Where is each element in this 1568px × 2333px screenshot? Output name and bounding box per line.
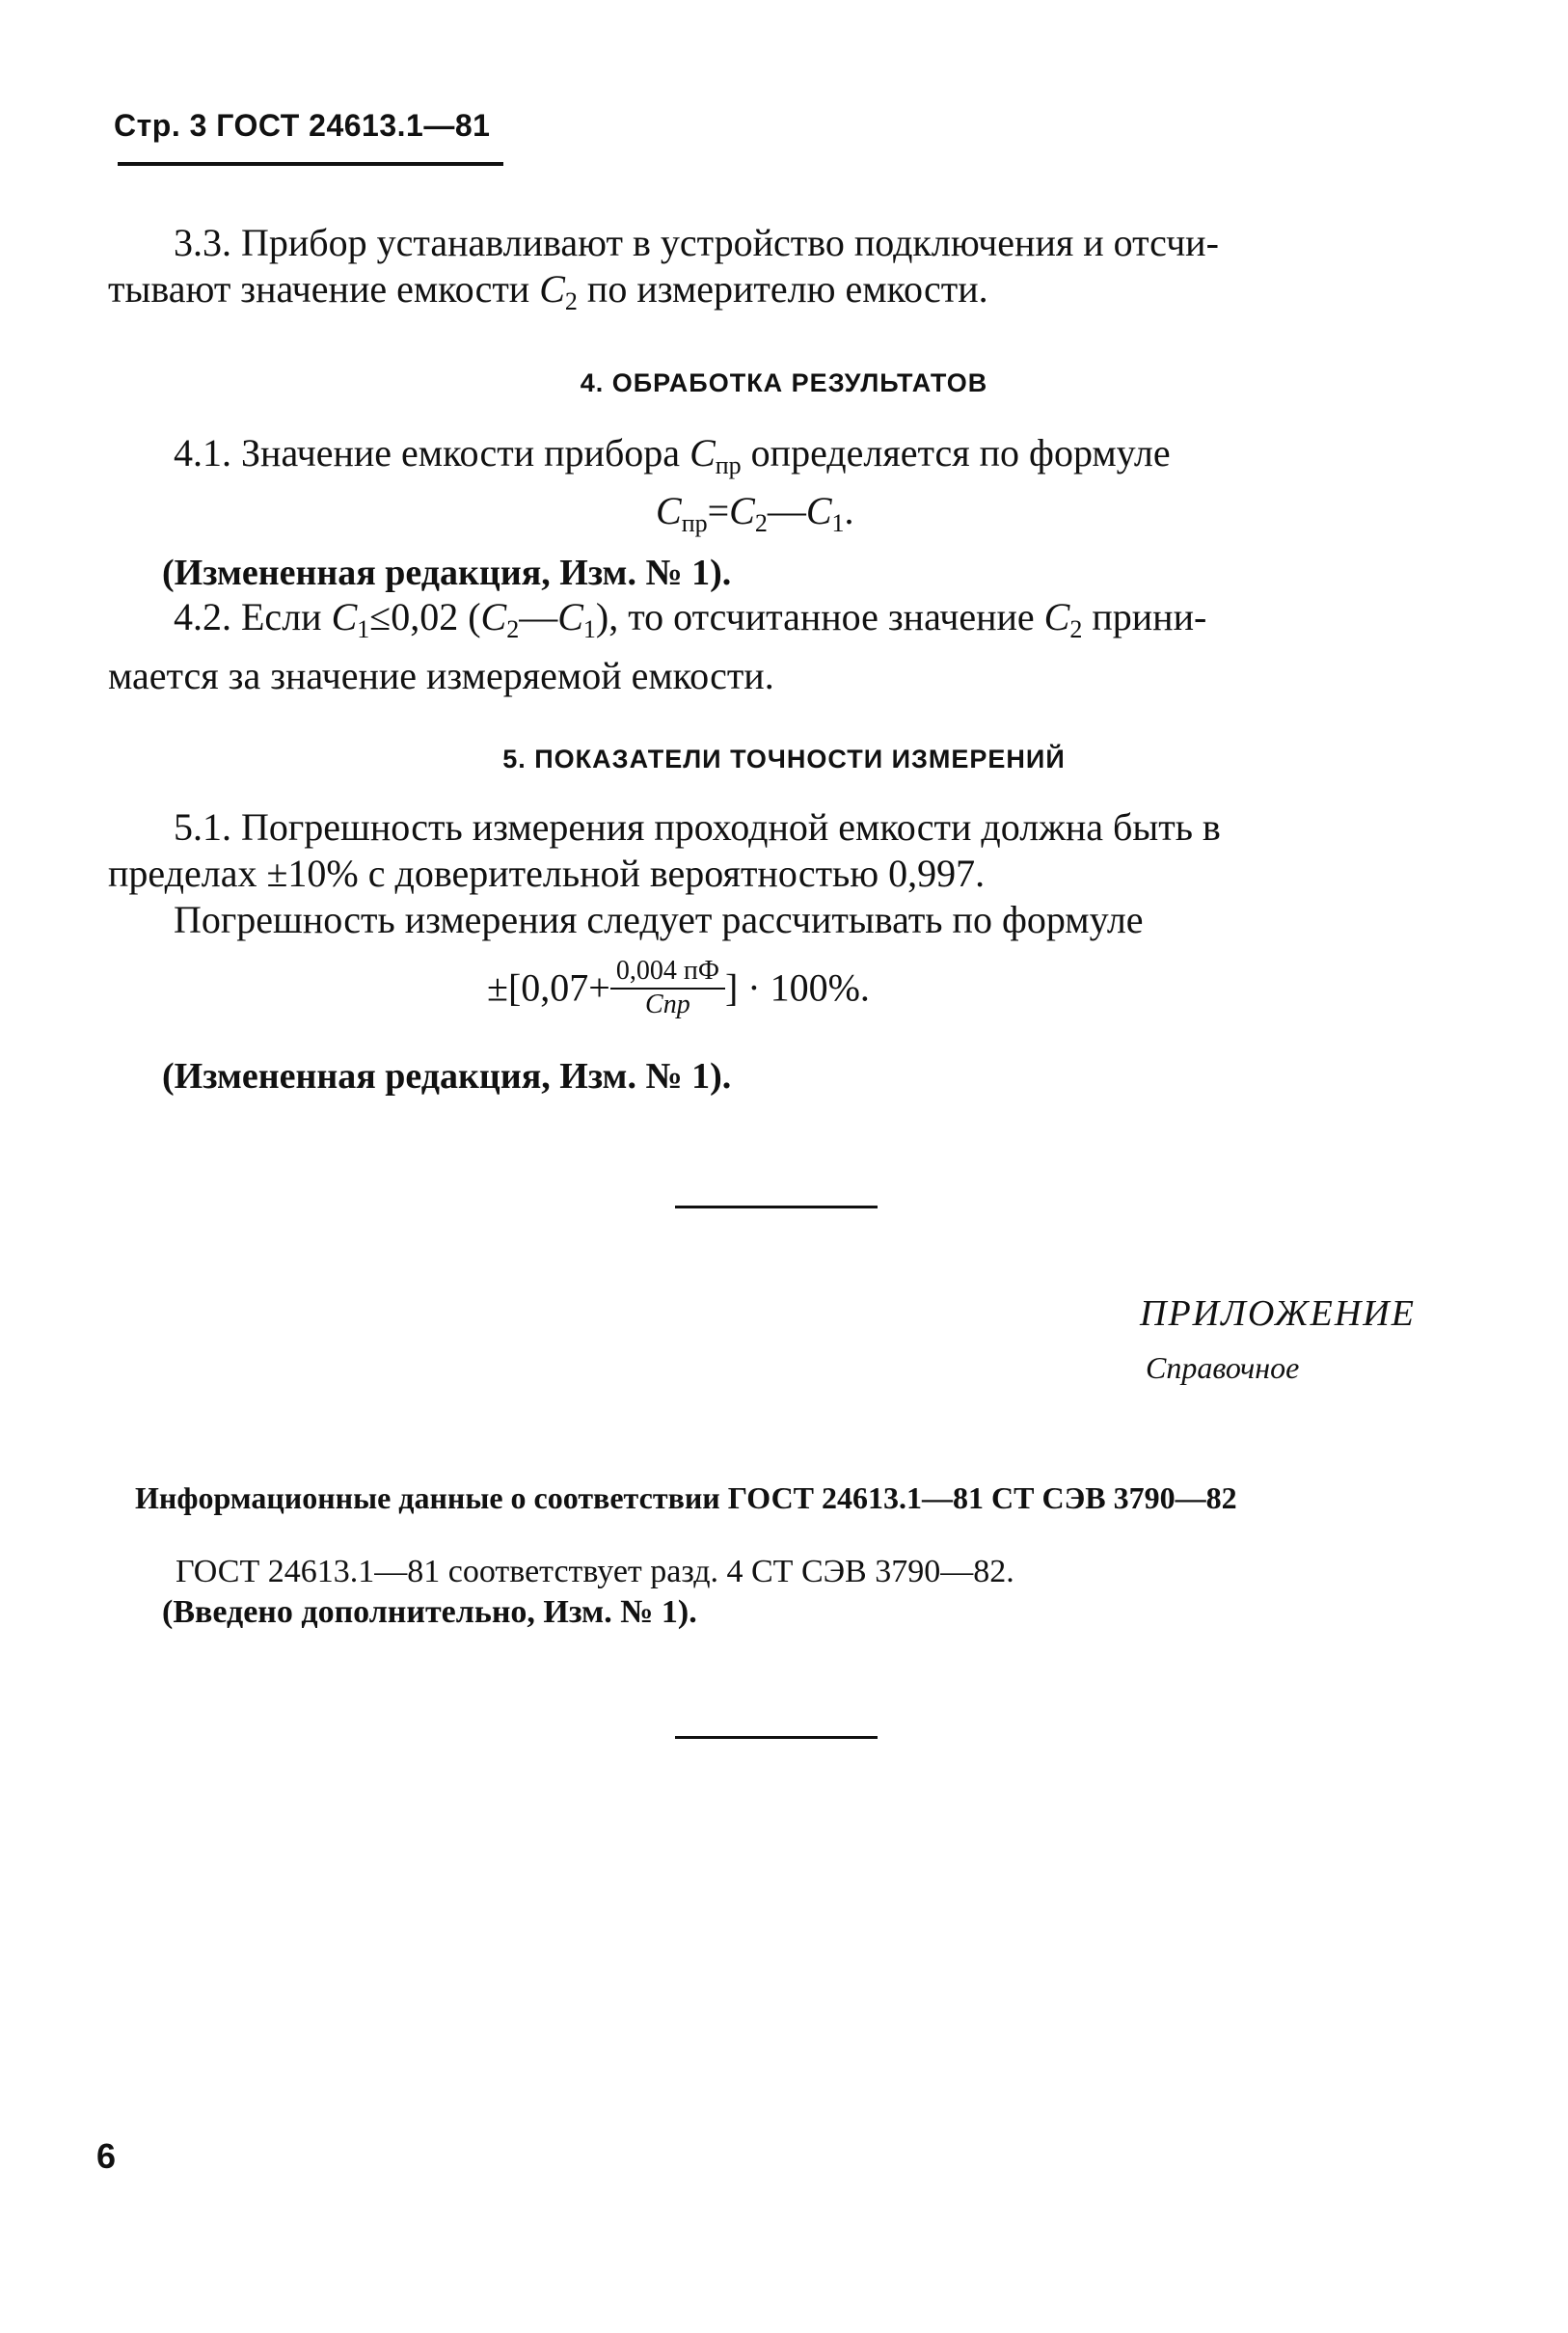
fraction-denominator: Cпр <box>645 990 690 1019</box>
formula-prefix: ±[0,07+ <box>487 965 610 1010</box>
subscript: 2 <box>506 615 520 643</box>
fraction <box>610 955 725 1020</box>
subscript: 1 <box>831 509 845 537</box>
paragraph-3-3 <box>108 220 1458 325</box>
paragraph-3-3-line2 <box>108 266 1458 325</box>
appendix-title: ПРИЛОЖЕНИЕ <box>1140 1293 1416 1334</box>
subscript: 1 <box>582 615 596 643</box>
text-span: 4.1. Значение емкости прибора <box>174 431 690 475</box>
text-span: прини- <box>1082 595 1207 638</box>
paragraph-4-1 <box>108 430 1458 489</box>
var-c: C <box>805 489 832 532</box>
info-line-2: (Введено дополнительно, Изм. № 1). <box>162 1594 697 1630</box>
fraction-numerator: 0,004 пФ <box>610 955 725 990</box>
subscript: 1 <box>357 615 370 643</box>
var-c: C <box>557 595 583 638</box>
section-5-title: 5. ПОКАЗАТЕЛИ ТОЧНОСТИ ИЗМЕРЕНИЙ <box>502 745 1066 773</box>
info-line-1: ГОСТ 24613.1—81 соответствует разд. 4 СТ СЭВ 3790—82. <box>176 1554 1014 1589</box>
paragraph-5-1-line1: 5.1. Погрешность измерения проходной емкости должна быть в <box>174 805 1221 849</box>
formula-suffix: ] · 100%. <box>724 965 870 1010</box>
paragraph-5-1-line2: пределах ±10% с доверительной вероятностью 0,997. <box>108 852 986 895</box>
var-c: C <box>729 489 755 532</box>
var-c: C <box>331 595 358 638</box>
amendment-note-2: (Измененная редакция, Изм. № 1). <box>162 1056 732 1097</box>
period: . <box>844 489 854 532</box>
paragraph-5-1 <box>108 804 1466 943</box>
paragraph-5-1-line3: Погрешность измерения следует рассчитывать по формуле <box>174 898 1144 941</box>
page-number: 6 <box>96 2136 117 2176</box>
text-span: определяется по формуле <box>741 431 1171 475</box>
text-span: — <box>519 595 558 638</box>
text-span: тывают значение емкости <box>108 267 540 311</box>
subscript: 2 <box>564 287 578 315</box>
amendment-note-1: (Измененная редакция, Изм. № 1). <box>162 553 732 593</box>
paragraph-4-2-line2: мается за значение измеряемой емкости. <box>108 654 774 697</box>
formula-error <box>487 955 870 1020</box>
subscript: 2 <box>1069 615 1083 643</box>
paragraph-4-2 <box>108 594 1456 699</box>
subscript: 2 <box>754 509 768 537</box>
divider-2 <box>675 1736 878 1739</box>
var-c: C <box>656 489 682 532</box>
var-c: C <box>1043 595 1070 638</box>
var-c: C <box>689 431 716 475</box>
formula-capacitance <box>656 488 854 538</box>
section-4-title: 4. ОБРАБОТКА РЕЗУЛЬТАТОВ <box>580 368 988 397</box>
equals-sign: = <box>707 489 730 532</box>
var-c: C <box>539 267 565 311</box>
text-span: ≤0,02 ( <box>369 595 481 638</box>
appendix-subtitle: Справочное <box>1146 1350 1300 1385</box>
page-header: Стр. 3 ГОСТ 24613.1—81 <box>114 108 491 143</box>
text-span: 4.2. Если <box>174 595 332 638</box>
subscript: пр <box>715 451 742 479</box>
paragraph-3-3-line1: 3.3. Прибор устанавливают в устройство подключения и отсчи- <box>174 221 1219 264</box>
var-c: C <box>480 595 507 638</box>
paragraph-4-2-line1 <box>174 594 1456 653</box>
text-span: по измерителю емкости. <box>577 267 988 311</box>
minus-sign: — <box>767 489 806 532</box>
header-rule <box>118 162 503 166</box>
info-heading: Информационные данные о соответствии ГОСТ 24613.1—81 СТ СЭВ 3790—82 <box>135 1480 1237 1515</box>
divider-1 <box>675 1206 878 1208</box>
text-span: ), то отсчитанное значение <box>595 595 1044 638</box>
subscript: пр <box>681 509 708 537</box>
